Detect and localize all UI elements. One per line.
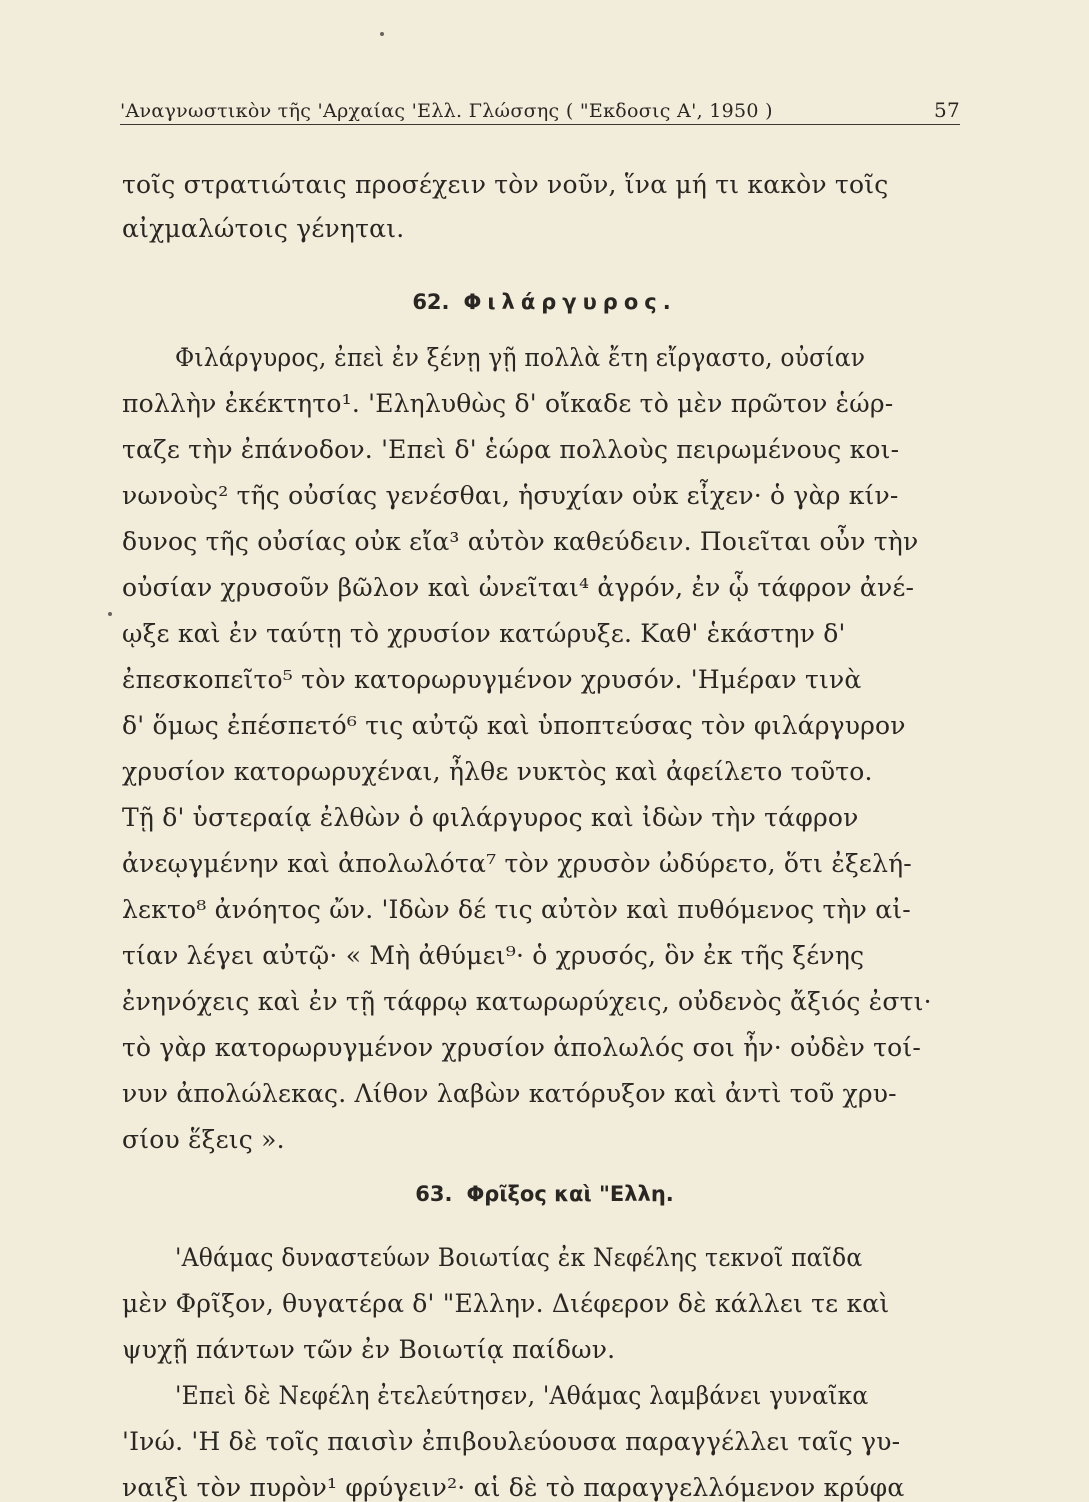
dust-speck: [108, 612, 112, 616]
section-heading-62: [0, 290, 1089, 314]
text-line: τοῖς στρατιώταις προσέχειν τὸν νοῦν, ἵνα μή τι κακὸν τοῖς: [122, 170, 889, 199]
text-line: Φιλάργυρος, ἐπεὶ ἐν ξένῃ γῇ πολλὰ ἔτη εἴργαστο, οὐσίαν: [175, 343, 866, 372]
text-line: Τῇ δ' ὑστεραίᾳ ἐλθὼν ὁ φιλάργυρος καὶ ἰδὼν τὴν τάφρον: [122, 803, 859, 832]
text-line: ψυχῇ πάντων τῶν ἐν Βοιωτίᾳ παίδων.: [122, 1335, 616, 1364]
text-line: αἰχμαλώτοις γένηται.: [122, 214, 405, 243]
text-line: τὸ γὰρ κατορωρυγμένον χρυσίον ἀπολωλός σοι ἦν· οὐδὲν τοί-: [122, 1033, 922, 1062]
text-line: οὐσίαν χρυσοῦν βῶλον καὶ ὠνεῖται⁴ ἀγρόν, ἐν ᾧ τάφρον ἀνέ-: [122, 573, 915, 602]
text-line: λεκτο⁸ ἀνόητος ὤν. 'Ιδὼν δέ τις αὐτὸν καὶ πυθόμενος τὴν αἰ-: [122, 895, 911, 924]
text-line: ναιξὶ τὸν πυρὸν¹ φρύγειν²· αἱ δὲ τὸ παραγγελλόμενον κρύφα: [122, 1473, 905, 1502]
text-line: πολλὴν ἐκέκτητο¹. 'Εληλυθὼς δ' οἴκαδε τὸ μὲν πρῶτον ἑώρ-: [122, 389, 894, 418]
text-line: 'Ινώ. 'Η δὲ τοῖς παισὶν ἐπιβουλεύουσα παραγγέλλει ταῖς γυ-: [122, 1427, 901, 1456]
text-line: μὲν Φρῖξον, θυγατέρα δ' "Ελλην. Διέφερον δὲ κάλλει τε καὶ: [122, 1289, 890, 1318]
running-header: [120, 98, 960, 125]
text-line: νωνοὺς² τῆς οὐσίας γενέσθαι, ἡσυχίαν οὐκ εἶχεν· ὁ γὰρ κίν-: [122, 481, 899, 510]
text-line: ῳξε καὶ ἐν ταύτῃ τὸ χρυσίον κατώρυξε. Καθ' ἑκάστην δ': [122, 619, 846, 648]
text-line: 'Αθάμας δυναστεύων Βοιωτίας ἐκ Νεφέλης τεκνοῖ παῖδα: [175, 1243, 863, 1272]
text-line: ἐπεσκοπεῖτο⁵ τὸν κατορωρυγμένον χρυσόν. 'Ημέραν τινὰ: [122, 665, 862, 694]
section-number: 62.: [412, 290, 450, 314]
text-line: τίαν λέγει αὐτῷ· « Μὴ ἀθύμει⁹· ὁ χρυσός, ὃν ἐκ τῆς ξένης: [122, 941, 865, 970]
text-line: ἀνεῳγμένην καὶ ἀπολωλότα⁷ τὸν χρυσὸν ὠδύρετο, ὅτι ἐξελή-: [122, 849, 912, 878]
text-line: νυν ἀπολώλεκας. Λίθον λαβὼν κατόρυξον καὶ ἀντὶ τοῦ χρυ-: [122, 1079, 897, 1108]
text-line: 'Επεὶ δὲ Νεφέλη ἐτελεύτησεν, 'Αθάμας λαμβάνει γυναῖκα: [175, 1381, 869, 1410]
text-line: δυνος τῆς οὐσίας οὐκ εἴα³ αὐτὸν καθεύδειν. Ποιεῖται οὖν τὴν: [122, 527, 919, 556]
section-heading-63: [0, 1182, 1089, 1206]
section-title: Φιλάργυρος.: [463, 290, 677, 314]
text-line: ἐνηνόχεις καὶ ἐν τῇ τάφρῳ κατωρωρύχεις, οὐδενὸς ἄξιός ἐστι·: [122, 987, 932, 1016]
text-line: χρυσίον κατορωρυχέναι, ἦλθε νυκτὸς καὶ ἀφείλετο τοῦτο.: [122, 757, 873, 786]
dust-speck: [380, 32, 384, 36]
page-number: 57: [933, 98, 960, 122]
text-line: σίου ἕξεις ».: [122, 1125, 285, 1154]
section-title: Φρῖξος καὶ "Ελλη.: [466, 1182, 674, 1206]
text-line: δ' ὅμως ἐπέσπετό⁶ τις αὐτῷ καὶ ὑποπτεύσας τὸν φιλάργυρον: [122, 711, 906, 740]
text-line: ταζε τὴν ἐπάνοδον. 'Επεὶ δ' ἑώρα πολλοὺς πειρωμένους κοι-: [122, 435, 900, 464]
section-number: 63.: [415, 1182, 453, 1206]
header-title: 'Αναγνωστικὸν τῆς 'Αρχαίας 'Ελλ. Γλώσσης ( "Εκδοσις Α', 1950 ): [120, 100, 773, 122]
